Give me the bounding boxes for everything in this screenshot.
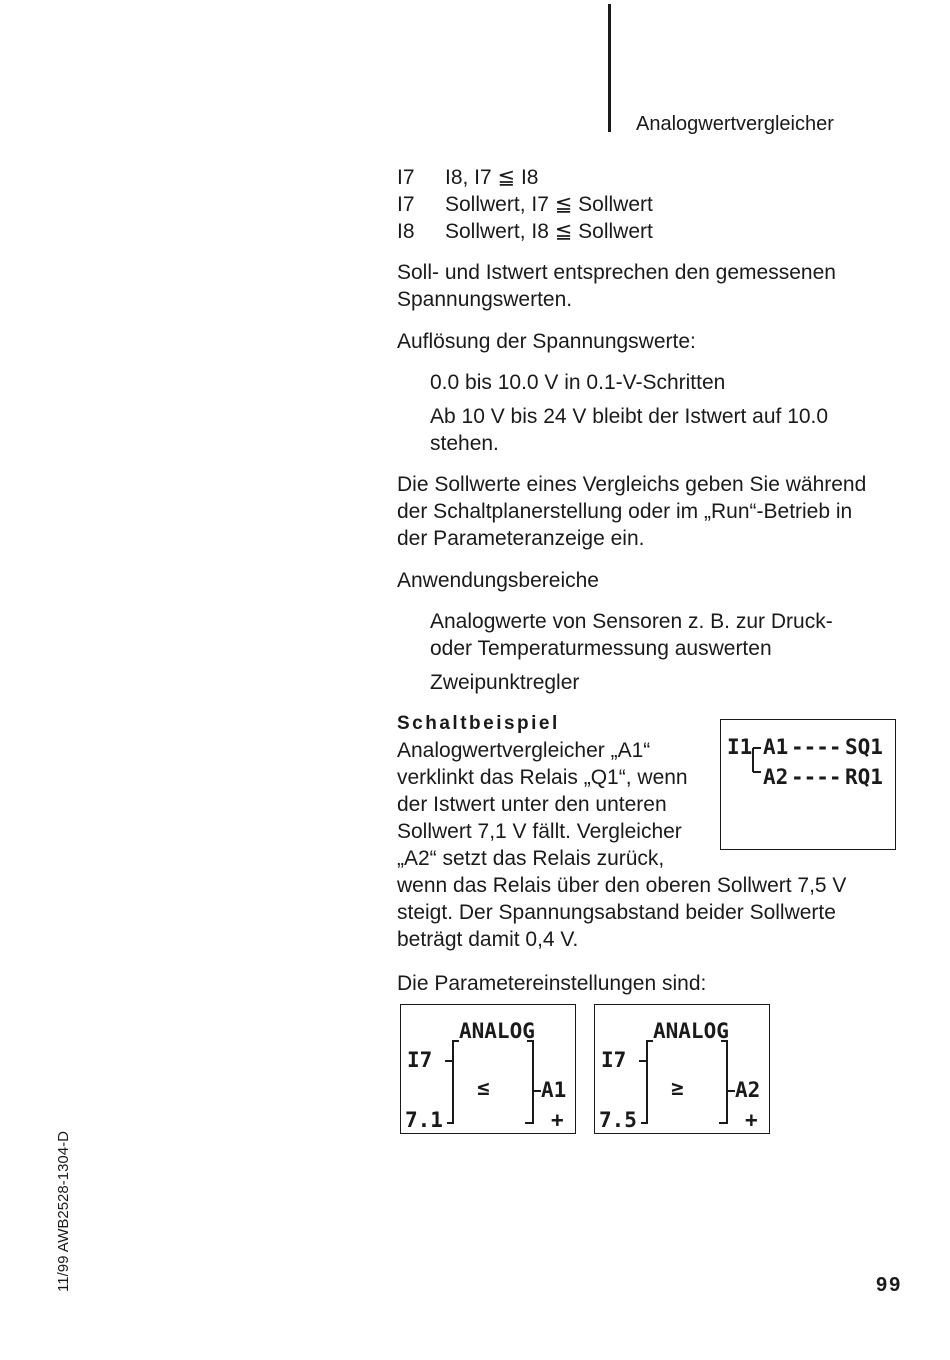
example-line: steigt. Der Spannungsabstand beider Sollwerte xyxy=(397,901,836,924)
parameter-display-a1 xyxy=(400,1004,576,1134)
param-title: ANALOG xyxy=(653,1019,729,1043)
param-input: I7 xyxy=(601,1048,627,1072)
condition-expression: Sollwert, I7 ≦ Sollwert xyxy=(445,193,653,216)
parameter-display-a2 xyxy=(594,1004,770,1134)
param-sign: + xyxy=(745,1108,758,1132)
circuit-coil-rq1: RQ1 xyxy=(845,765,883,789)
example-line: „A2“ setzt das Relais zurück, xyxy=(397,847,665,870)
section-heading: Anwendungsbereiche xyxy=(397,569,599,592)
resolution-item: stehen. xyxy=(430,432,499,455)
example-line: der Istwert unter den unteren xyxy=(397,793,667,816)
example-heading: Schaltbeispiel xyxy=(397,713,560,734)
application-item: Zweipunktregler xyxy=(430,671,580,694)
paragraph-line: Auflösung der Spannungswerte: xyxy=(397,330,696,353)
paragraph-line: der Schaltplanerstellung oder im „Run“-Betrieb in xyxy=(397,500,853,523)
example-line: beträgt damit 0,4 V. xyxy=(397,928,579,951)
condition-expression: Sollwert, I8 ≦ Sollwert xyxy=(445,220,653,243)
param-operator: ≥ xyxy=(671,1076,684,1100)
circuit-diagram-display xyxy=(720,719,896,850)
document-code: 11/99 AWB2528-1304-D xyxy=(55,1131,72,1292)
circuit-coil-sq1: SQ1 xyxy=(845,735,883,759)
circuit-input: I1 xyxy=(727,735,753,759)
resolution-item: Ab 10 V bis 24 V bleibt der Istwert auf 10.0 xyxy=(430,405,829,428)
circuit-wire: ---- xyxy=(791,735,842,759)
paragraph-line: Soll- und Istwert entsprechen den gemessenen xyxy=(397,261,836,284)
header-rule xyxy=(608,4,611,132)
example-line: wenn das Relais über den oberen Sollwert 7,5 V xyxy=(397,874,847,897)
condition-operand: I8 xyxy=(397,220,415,243)
condition-operand: I7 xyxy=(397,166,415,189)
paragraph-line: der Parameteranzeige ein. xyxy=(397,527,645,550)
example-line: Sollwert 7,1 V fällt. Vergleicher xyxy=(397,820,682,843)
param-input: I7 xyxy=(407,1048,433,1072)
example-line: Analogwertvergleicher „A1“ xyxy=(397,739,651,762)
param-title: ANALOG xyxy=(459,1019,535,1043)
circuit-comparator-a2: A2 xyxy=(763,765,789,789)
application-item: Analogwerte von Sensoren z. B. zur Druck- xyxy=(430,610,833,633)
param-name: A2 xyxy=(735,1078,761,1102)
paragraph-line: Die Sollwerte eines Vergleichs geben Sie während xyxy=(397,473,867,496)
page-header-title: Analogwertvergleicher xyxy=(636,113,834,135)
resolution-item: 0.0 bis 10.0 V in 0.1-V-Schritten xyxy=(430,371,726,394)
param-value: 7.5 xyxy=(599,1108,637,1132)
paragraph-line: Spannungswerten. xyxy=(397,288,573,311)
application-item: oder Temperaturmessung auswerten xyxy=(430,637,772,660)
param-name: A1 xyxy=(541,1078,567,1102)
param-sign: + xyxy=(551,1108,564,1132)
page-number: 99 xyxy=(876,1274,903,1296)
condition-operand: I7 xyxy=(397,193,415,216)
circuit-comparator-a1: A1 xyxy=(763,735,789,759)
param-operator: ≤ xyxy=(477,1076,490,1100)
paragraph-line: Die Parametereinstellungen sind: xyxy=(397,972,707,995)
condition-expression: I8, I7 ≦ I8 xyxy=(445,166,539,189)
circuit-wire: ---- xyxy=(791,765,842,789)
param-value: 7.1 xyxy=(405,1108,443,1132)
example-line: verklinkt das Relais „Q1“, wenn xyxy=(397,766,688,789)
